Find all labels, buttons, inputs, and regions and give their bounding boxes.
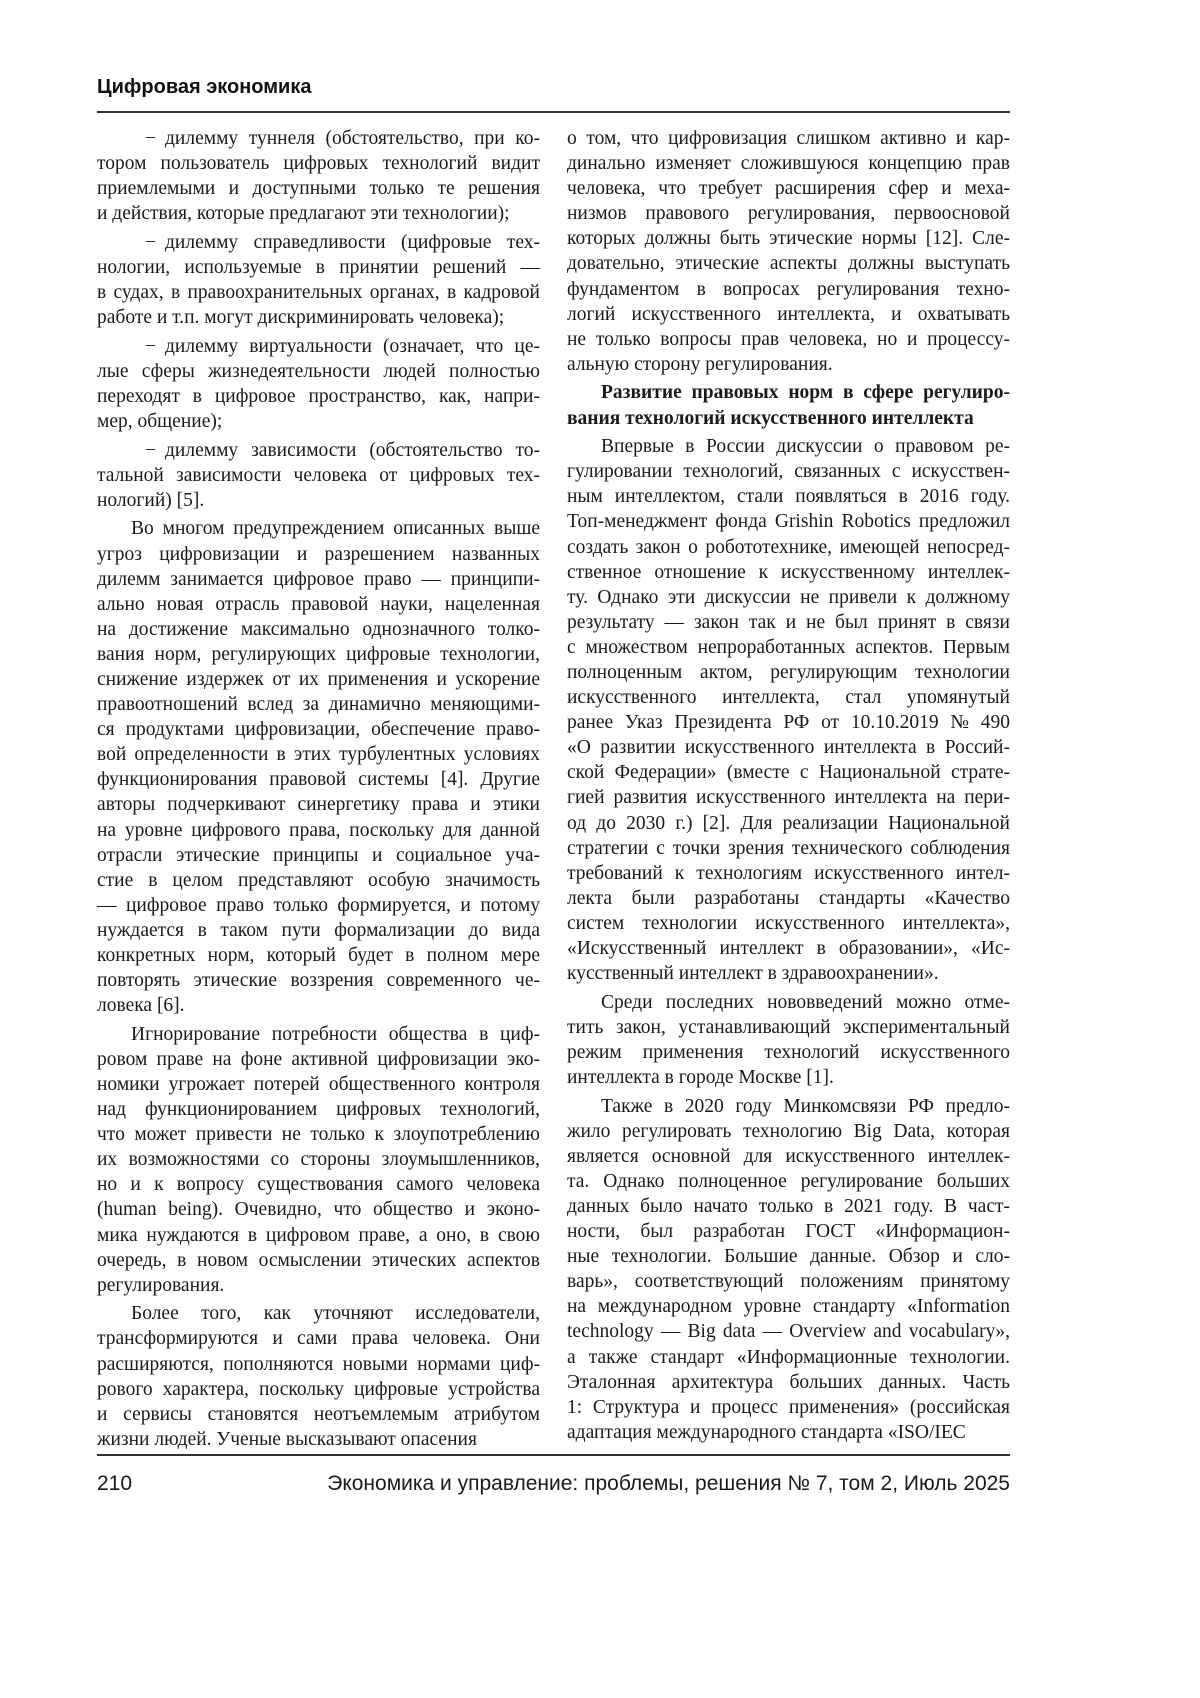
line-text: не только вопросы прав человека, но и процессу- (567, 329, 1010, 350)
line-text: интеллекта в городе Москве [1]. (567, 1067, 834, 1088)
text-line (97, 592, 540, 617)
text-line (567, 327, 1010, 352)
text-line (97, 1326, 540, 1351)
line-text: жило регулировать технологию Big Data, которая (567, 1121, 1010, 1142)
text-line (97, 893, 540, 918)
line-text: приемлемыми и доступными только те решения (97, 178, 540, 199)
line-text: трансформируются и сами права человека. Они (97, 1328, 540, 1349)
line-text: искусственного интеллекта, стал упомянутый (567, 687, 1010, 708)
bullet-item (97, 438, 540, 513)
paragraph (567, 1094, 1010, 1445)
line-text: Также в 2020 году Минкомсвязи РФ предло- (601, 1096, 1010, 1117)
line-text: Более того, как уточняют исследователи, (131, 1303, 540, 1324)
line-text: дилемму справедливости (цифровые тех- (165, 232, 540, 253)
text-line (97, 1402, 540, 1427)
text-line (97, 667, 540, 692)
text-line (97, 1122, 540, 1147)
text-line (567, 1219, 1010, 1244)
line-text: нуждается в таком пути формализации до вида (97, 920, 540, 941)
text-line (567, 201, 1010, 226)
line-text: о том, что цифровизация слишком активно и кар- (567, 128, 1010, 149)
text-line (97, 230, 540, 255)
text-line (567, 1194, 1010, 1219)
line-text: полноценным актом, регулирующим технологии (567, 662, 1010, 683)
bullet-dash: − (145, 438, 165, 463)
line-text: Впервые в России дискуссии о правовом ре- (601, 436, 1010, 457)
text-line (567, 635, 1010, 660)
text-line (97, 1301, 540, 1326)
line-text: человека, что требует расширения сфер и меха- (567, 178, 1010, 199)
text-line (97, 1047, 540, 1072)
text-line (567, 990, 1010, 1015)
journal-info: Экономика и управление: проблемы, решения № 7, том 2, Июль 2025 (327, 1472, 1010, 1496)
line-text: мер, общение); (97, 411, 222, 432)
text-line (567, 585, 1010, 610)
line-text: ственное отношение к искусственному интеллек- (567, 562, 1010, 583)
line-text: стратегии с точки зрения технического соблюдения (567, 838, 1010, 859)
line-text: тальной зависимости человека от цифровых тех- (97, 465, 540, 486)
text-line (567, 685, 1010, 710)
text-line (567, 1169, 1010, 1194)
line-text: — цифровое право только формируется, и потому (97, 895, 540, 916)
line-text: довательно, этические аспекты должны выступать (567, 253, 1010, 274)
text-line (97, 617, 540, 642)
text-line (97, 818, 540, 843)
text-line (97, 1097, 540, 1122)
line-text: ально новая отрасль правовой науки, нацеленная (97, 594, 540, 615)
paragraph (97, 516, 540, 1018)
line-text: над функционированием цифровых технологий, (97, 1099, 540, 1120)
line-text: регулирования. (97, 1275, 224, 1296)
text-line (97, 305, 540, 330)
line-text: динально изменяет сложившуюся концепцию прав (567, 153, 1010, 174)
line-text: вания норм, регулирующих цифровые технологии, (97, 644, 540, 665)
line-text: гией развития искусственного интеллекта на пери- (567, 787, 1010, 808)
text-line (567, 610, 1010, 635)
line-text: «Искусственный интеллект в образовании», «Ис- (567, 938, 1010, 959)
line-text: их возможностями со стороны злоумышленников, (97, 1149, 540, 1170)
line-text: а также стандарт «Информационные технологии. (567, 1347, 1010, 1368)
text-line (567, 1345, 1010, 1370)
line-text: вания технологий искусственного интеллекта (567, 408, 974, 429)
line-text: ловека [6]. (97, 995, 185, 1016)
text-line (567, 302, 1010, 327)
text-line (567, 836, 1010, 861)
line-text: ности, был разработан ГОСТ «Информацион- (567, 1221, 1010, 1242)
text-line (97, 1197, 540, 1222)
text-line (567, 785, 1010, 810)
line-text: и действия, которые предлагают эти технологии); (97, 203, 510, 224)
text-line (97, 1172, 540, 1197)
line-text: стие в целом представляют особую значимость (97, 870, 540, 891)
section-title: Цифровая экономика (97, 76, 311, 99)
line-text: Развитие правовых норм в сфере регулиро- (601, 382, 1010, 403)
text-line (97, 280, 540, 305)
line-text: на достижение максимально однозначного толко- (97, 619, 540, 640)
paragraph (567, 126, 1010, 377)
line-text: гулировании технологий, связанных с искусствен- (567, 461, 1010, 482)
text-line (567, 406, 1010, 431)
page-number: 210 (97, 1472, 132, 1496)
line-text: расширяются, пополняются новыми нормами циф- (97, 1354, 540, 1375)
line-text: 1: Структура и процесс применения» (российская (567, 1397, 1010, 1418)
text-line (567, 936, 1010, 961)
text-line (567, 1269, 1010, 1294)
text-line (567, 1144, 1010, 1169)
line-text: угроз цифровизации и разрешением названных (97, 544, 540, 565)
bullet-item (97, 334, 540, 434)
line-text: результату — закон так и не был принят в связи (567, 612, 1010, 633)
paragraph (567, 434, 1010, 986)
text-line (97, 255, 540, 280)
line-text: альную сторону регулирования. (567, 354, 833, 375)
text-line (97, 488, 540, 513)
text-line (97, 126, 540, 151)
line-text: лые сферы жизнедеятельности людей полностью (97, 361, 540, 382)
text-line (567, 760, 1010, 785)
line-text: ным интеллектом, стали появляться в 2016 году. (567, 486, 1010, 507)
text-line (97, 843, 540, 868)
text-line (567, 961, 1010, 986)
bullet-dash: − (145, 230, 165, 255)
line-text: номики угрожает потерей общественного контроля (97, 1074, 540, 1095)
line-text: тить закон, устанавливающий экспериментальный (567, 1017, 1010, 1038)
line-text: Среди последних нововведений можно отме- (601, 992, 1010, 1013)
line-text: требований к технологиям искусственного интел- (567, 863, 1010, 884)
paragraph (97, 1301, 540, 1452)
bullet-dash: − (145, 126, 165, 151)
text-line (97, 384, 540, 409)
line-text: которых должны быть этические нормы [12]. Сле- (567, 228, 1010, 249)
text-line (567, 886, 1010, 911)
line-text: и сервисы становятся неотъемлемым атрибутом (97, 1404, 540, 1425)
line-text: рового характера, поскольку цифровые устройства (97, 1379, 540, 1400)
text-line (567, 1015, 1010, 1040)
line-text: создать закон о робототехнике, имеющей непосред- (567, 537, 1010, 558)
line-text: логий искусственного интеллекта, и охватывать (567, 304, 1010, 325)
line-text: очередь, в новом осмыслении этических аспектов (97, 1250, 540, 1271)
line-text: работе и т.п. могут дискриминировать человека); (97, 307, 504, 328)
line-text: од до 2030 г.) [2]. Для реализации Национальной (567, 813, 1010, 834)
text-line (97, 409, 540, 434)
text-line (567, 1094, 1010, 1119)
line-text: нологии, используемые в принятии решений — (97, 257, 540, 278)
line-text: но и к вопросу существования самого человека (97, 1174, 540, 1195)
text-line (567, 660, 1010, 685)
text-line (97, 567, 540, 592)
line-text: (human being). Очевидно, что общество и эконо- (97, 1199, 540, 1220)
text-line (97, 1273, 540, 1298)
line-text: ту. Однако эти дискуссии не привели к должному (567, 587, 1010, 608)
line-text: на уровне цифрового права, поскольку для данной (97, 820, 540, 841)
line-text: technology — Big data — Overview and vocabulary», (567, 1321, 1010, 1342)
text-line (567, 1119, 1010, 1144)
line-text: дилемму туннеля (обстоятельство, при ко- (165, 128, 540, 149)
line-text: авторы подчеркивают синергетику права и этики (97, 794, 540, 815)
line-text: Топ-менеджмент фонда Grishin Robotics предложил (567, 511, 1010, 532)
right-column (567, 126, 1010, 1448)
text-line (567, 1294, 1010, 1319)
footer-rule (97, 1454, 1010, 1456)
text-line (567, 861, 1010, 886)
text-line (97, 1147, 540, 1172)
text-line (567, 710, 1010, 735)
text-line (567, 1420, 1010, 1445)
text-line (567, 1319, 1010, 1344)
text-line (97, 767, 540, 792)
line-text: ранее Указ Президента РФ от 10.10.2019 № 490 (567, 712, 1010, 733)
line-text: та. Однако полноценное регулирование больших (567, 1171, 1010, 1192)
text-line (97, 692, 540, 717)
text-line (567, 1244, 1010, 1269)
paragraph (97, 1022, 540, 1298)
text-line (567, 911, 1010, 936)
line-text: систем технологии искусственного интеллекта», (567, 913, 1010, 934)
line-text: правоотношений вслед за динамично меняющими- (97, 694, 540, 715)
text-line (567, 459, 1010, 484)
text-line (567, 1370, 1010, 1395)
text-line (97, 1248, 540, 1273)
text-line (97, 151, 540, 176)
text-line (567, 151, 1010, 176)
text-line (97, 463, 540, 488)
text-line (567, 176, 1010, 201)
text-line (567, 1040, 1010, 1065)
line-text: мика нуждаются в цифровом праве, а оно, в свою (97, 1225, 540, 1246)
bullet-dash: − (145, 334, 165, 359)
text-line (97, 1223, 540, 1248)
line-text: с множеством непроработанных аспектов. Первым (567, 637, 1010, 658)
text-line (567, 811, 1010, 836)
text-line (567, 126, 1010, 151)
text-line (567, 277, 1010, 302)
text-line (97, 359, 540, 384)
text-line (567, 1395, 1010, 1420)
text-line (97, 918, 540, 943)
text-line (567, 380, 1010, 405)
text-line (567, 352, 1010, 377)
text-line (97, 868, 540, 893)
left-column (97, 126, 540, 1455)
text-line (97, 943, 540, 968)
line-text: функционирования правовой системы [4]. Другие (97, 769, 540, 790)
text-line (567, 535, 1010, 560)
text-line (567, 735, 1010, 760)
text-line (97, 993, 540, 1018)
text-line (97, 176, 540, 201)
text-line (97, 1352, 540, 1377)
text-line (567, 509, 1010, 534)
line-text: повторять этические воззрения современного че- (97, 970, 540, 991)
line-text: Во многом предупреждением описанных выше (131, 518, 540, 539)
line-text: дилемму виртуальности (означает, что це- (165, 336, 540, 357)
line-text: лекта были разработаны стандарты «Качество (567, 888, 1010, 909)
text-line (97, 1427, 540, 1452)
line-text: данных было начато только в 2021 году. В част- (567, 1196, 1010, 1217)
text-line (567, 226, 1010, 251)
line-text: адаптация международного стандарта «ISO/IEC (567, 1422, 966, 1443)
text-line (97, 642, 540, 667)
line-text: Игнорирование потребности общества в циф- (131, 1024, 540, 1045)
line-text: отрасли этические принципы и социальное уча- (97, 845, 540, 866)
text-line (97, 1072, 540, 1097)
line-text: Эталонная архитектура больших данных. Часть (567, 1372, 1010, 1393)
text-line (97, 334, 540, 359)
text-line (567, 560, 1010, 585)
text-line (97, 717, 540, 742)
line-text: дилемм занимается цифровое право — принципи- (97, 569, 540, 590)
text-line (97, 542, 540, 567)
text-line (97, 201, 540, 226)
line-text: тором пользователь цифровых технологий видит (97, 153, 540, 174)
line-text: ся продуктами цифровизации, обеспечение право- (97, 719, 540, 740)
text-line (97, 792, 540, 817)
text-line (97, 438, 540, 463)
text-line (97, 1022, 540, 1047)
line-text: жизни людей. Ученые высказывают опасения (97, 1429, 477, 1450)
text-line (567, 484, 1010, 509)
text-line (567, 1065, 1010, 1090)
line-text: варь», соответствующий положениям принятому (567, 1271, 1010, 1292)
line-text: в судах, в правоохранительных органах, в кадровой (97, 282, 540, 303)
text-line (567, 434, 1010, 459)
line-text: переходят в цифровое пространство, как, напри- (97, 386, 540, 407)
line-text: низмов правового регулирования, первоосновой (567, 203, 1010, 224)
header-rule (97, 111, 1010, 113)
line-text: «О развитии искусственного интеллекта в Россий- (567, 737, 1010, 758)
line-text: режим применения технологий искусственного (567, 1042, 1010, 1063)
text-line (567, 251, 1010, 276)
line-text: дилемму зависимости (обстоятельство то- (165, 440, 540, 461)
line-text: ровом праве на фоне активной цифровизации эко- (97, 1049, 540, 1070)
line-text: снижение издержек от их применения и ускорение (97, 669, 540, 690)
text-line (97, 968, 540, 993)
section-heading (567, 380, 1010, 430)
text-line (97, 1377, 540, 1402)
line-text: фундаментом в вопросах регулирования техно- (567, 279, 1010, 300)
paragraph (567, 990, 1010, 1090)
line-text: вой определенности в этих турбулентных условиях (97, 744, 540, 765)
line-text: что может привести не только к злоупотреблению (97, 1124, 540, 1145)
line-text: нологий) [5]. (97, 490, 204, 511)
line-text: кусственный интеллект в здравоохранении». (567, 963, 939, 984)
line-text: ные технологии. Большие данные. Обзор и сло- (567, 1246, 1010, 1267)
line-text: на международном уровне стандарту «Information (567, 1296, 1010, 1317)
line-text: является основной для искусственного интеллек- (567, 1146, 1010, 1167)
bullet-item (97, 126, 540, 226)
bullet-item (97, 230, 540, 330)
text-line (97, 516, 540, 541)
text-line (97, 742, 540, 767)
line-text: ской Федерации» (вместе с Национальной страте- (567, 762, 1010, 783)
line-text: конкретных норм, который будет в полном мере (97, 945, 540, 966)
